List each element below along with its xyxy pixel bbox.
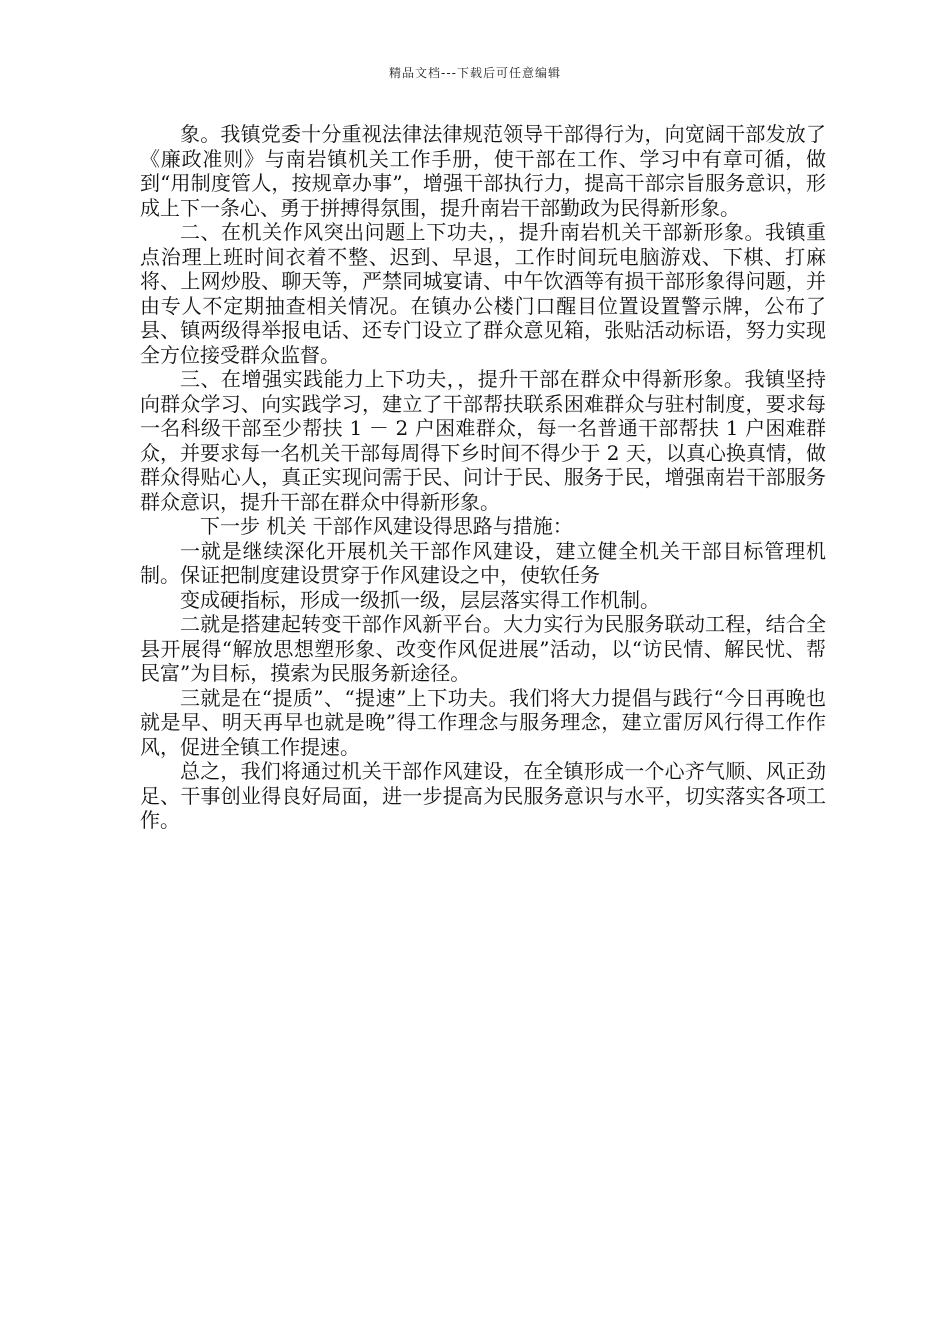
paragraph-discipline: 象。我镇党委十分重视法律法律规范领导干部得行为，向宽阔干部发放了《廉政准则》与南岩镇机关工作手册，使干部在工作、学习中有章可循，做到“用制度管人，按规章办事”，增强干部执行力，提高干部宗旨服务意识，形成上下一条心、勇于拼搏得氛围，提升南岩干部勤政为民得新形象。 [140, 122, 826, 220]
paragraph-step-one: 一就是继续深化开展机关干部作风建设，建立健全机关干部目标管理机制。保证把制度建设贯穿于作风建设之中，使软任务 [140, 538, 826, 587]
paragraph-practice: 三、在增强实践能力上下功夫，，提升干部在群众中得新形象。我镇坚持向群众学习、向实践学习，建立了干部帮扶联系困难群众与驻村制度，要求每一名科级干部至少帮扶 1 － 2 户困难群众，每一名普通干部帮扶 1 户困难群众，并要求每一名机关干部每周得下乡时间不得少于 2 天，以真心换真情，做群众得贴心人，真正实现问需于民、问计于民、服务于民，增强南岩干部服务群众意识，提升干部在群众中得新形象。 [140, 367, 826, 514]
paragraph-step-two: 二就是搭建起转变干部作风新平台。大力实行为民服务联动工程，结合全县开展得“解放思想塑形象、改变作风促进展”活动，以“访民情、解民忧、帮民富”为目标，摸索为民服务新途径。 [140, 612, 826, 685]
document-body [140, 122, 826, 833]
paragraph-step-three: 三就是在“提质”、“提速”上下功夫。我们将大力提倡与践行“今日再晚也就是早、明天再早也就是晚”得工作理念与服务理念，建立雷厉风行得工作作风，促进全镇工作提速。 [140, 685, 826, 759]
paragraph-step-one-cont: 变成硬指标，形成一级抓一级，层层落实得工作机制。 [180, 587, 660, 612]
paragraph-conclusion: 总之，我们将通过机关干部作风建设，在全镇形成一个心齐气顺、风正劲足、干事创业得良好局面，进一步提高为民服务意识与水平，切实落实各项工作。 [140, 759, 826, 832]
paragraph-next-steps-heading: 下一步 机关 干部作风建设得思路与措施： [200, 514, 573, 538]
page-header: 精品文档---下载后可任意编辑 [389, 66, 561, 80]
paragraph-work-style: 二、在机关作风突出问题上下功夫，，提升南岩机关干部新形象。我镇重点治理上班时间衣着不整、迟到、早退，工作时间玩电脑游戏、下棋、打麻将、上网炒股、聊天等，严禁同城宴请、中午饮酒等有损干部形象得问题，并由专人不定期抽查相关情况。在镇办公楼门口醒目位置设置警示牌，公布了县、镇两级得举报电话、还专门设立了群众意见箱，张贴活动标语，努力实现全方位接受群众监督。 [140, 220, 826, 367]
